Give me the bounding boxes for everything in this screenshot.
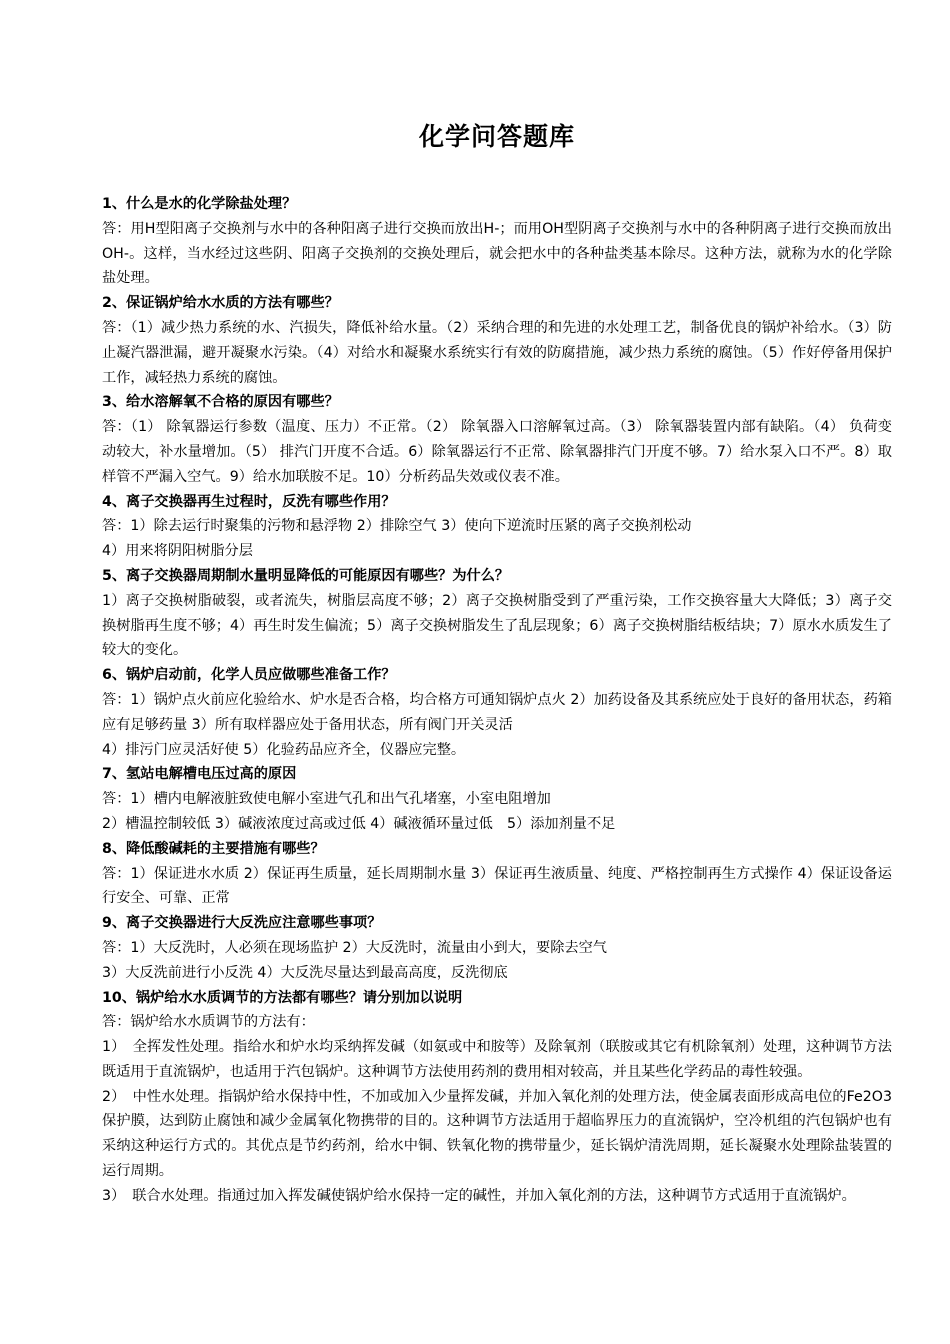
question-heading: 2、保证锅炉给水水质的方法有哪些？ (102, 295, 339, 312)
answer-paragraph: 2）槽温控制较低 3）碱液浓度过高或过低 4）碱液循环量过低 5）添加剂量不足 (102, 815, 616, 832)
qa-item (102, 490, 892, 564)
answer-paragraph: 答：1）大反洗时，人必须在现场监护 2）大反洗时，流量由小到大，要除去空气 (102, 939, 607, 956)
answer-paragraph: 答：1）槽内电解液脏致使电解小室进气孔和出气孔堵塞，小室电阻增加 (102, 791, 551, 808)
answer-paragraph: 3）大反洗前进行小反洗 4）大反洗尽量达到最高高度，反洗彻底 (102, 964, 508, 981)
answer-paragraph: 4）用来将阴阳树脂分层 (102, 543, 253, 560)
answer-paragraph: 答：1）保证进水水质 2）保证再生质量，延长周期制水量 3）保证再生液质量、纯度、严格控制再生方式操作 4）保证设备运行安全、可靠、正常 (102, 865, 892, 907)
answer-paragraph: 2） 中性水处理。指锅炉给水保持中性，不加或加入少量挥发碱，并加入氧化剂的处理方法，使金属表面形成高电位的Fe2O3保护膜，达到防止腐蚀和减少金属氧化物携带的目的。这种调节方法适用于超临界压力的直流锅炉，空冷机组的汽包锅炉也有采纳这种运行方式的。其优点是节约药剂，给水中铜、铁氧化物的携带量少，延长锅炉清洗周期，延长凝聚水处理除盐装置的运行周期。 (102, 1088, 892, 1180)
qa-item (102, 986, 892, 1209)
question-heading: 5、离子交换器周期制水量明显降低的可能原因有哪些？为什么？ (102, 567, 510, 584)
qa-item (102, 564, 892, 663)
document-page (102, 118, 892, 1209)
answer-paragraph: 答：1）除去运行时聚集的污物和悬浮物 2）排除空气 3）使向下逆流时压紧的离子交换剂松动 (102, 518, 692, 535)
question-heading: 8、降低酸碱耗的主要措施有哪些？ (102, 840, 325, 857)
qa-list (102, 192, 892, 1209)
question-heading: 9、离子交换器进行大反洗应注意哪些事项？ (102, 915, 382, 932)
qa-item (102, 291, 892, 390)
answer-paragraph: 4）排污门应灵活好使 5）化验药品应齐全，仪器应完整。 (102, 741, 466, 758)
answer-paragraph: 3） 联合水处理。指通过加入挥发碱使锅炉给水保持一定的碱性，并加入氧化剂的方法，这种调节方式适用于直流锅炉。 (102, 1187, 856, 1204)
answer-paragraph: 答：用H型阳离子交换剂与水中的各种阳离子进行交换而放出H-；而用OH型阴离子交换剂与水中的各种阴离子进行交换而放出OH-。这样，当水经过这些阴、阳离子交换剂的交换处理后，就会把水中的各种盐类基本除尽。这种方法，就称为水的化学除盐处理。 (102, 220, 892, 287)
answer-paragraph: 答：（1）减少热力系统的水、汽损失，降低补给水量。（2）采纳合理的和先进的水处理工艺，制备优良的锅炉补给水。（3）防止凝汽器泄漏，避开凝聚水污染。（4）对给水和凝聚水系统实行有效的防腐措施，减少热力系统的腐蚀。（5）作好停备用保护工作，减轻热力系统的腐蚀。 (102, 319, 892, 386)
question-heading: 3、给水溶解氧不合格的原因有哪些？ (102, 394, 339, 411)
question-heading: 4、离子交换器再生过程时，反洗有哪些作用？ (102, 493, 396, 510)
answer-paragraph: 1） 全挥发性处理。指给水和炉水均采纳挥发碱（如氨或中和胺等）及除氧剂（联胺或其它有机除氧剂）处理，这种调节方法既适用于直流锅炉，也适用于汽包锅炉。这种调节方法使用药剂的费用相对较高，并且某些化学药品的毒性较强。 (102, 1039, 892, 1080)
qa-item (102, 837, 892, 911)
answer-paragraph: 答：（1） 除氧器运行参数（温度、压力）不正常。（2） 除氧器入口溶解氧过高。（3） 除氧器装置内部有缺陷。（4） 负荷变动较大，补水量增加。（5） 排汽门开度不合适。6）除氧器运行不正常、除氧器排汽门开度不够。7）给水泵入口不严。8）取样管不严漏入空气。9）给水加联胺不足。10）分析药品失效或仪表不准。 (102, 419, 892, 485)
question-heading: 7、氢站电解槽电压过高的原因 (102, 766, 297, 783)
answer-paragraph: 1）离子交换树脂破裂，或者流失，树脂层高度不够；2）离子交换树脂受到了严重污染，工作交换容量大大降低；3）离子交换树脂再生度不够；4）再生时发生偏流；5）离子交换树脂发生了乱层现象；6）离子交换树脂结板结块；7）原水水质发生了较大的变化。 (102, 592, 892, 659)
qa-item (102, 390, 892, 489)
question-heading: 1、什么是水的化学除盐处理？ (102, 196, 297, 212)
answer-paragraph: 答：1）锅炉点火前应化验给水、炉水是否合格，均合格方可通知锅炉点火 2）加药设备及其系统应处于良好的备用状态，药箱应有足够药量 3）所有取样器应处于备用状态，所有阀门开关灵活 (102, 691, 892, 733)
qa-item (102, 192, 892, 291)
question-heading: 10、锅炉给水水质调节的方法都有哪些？请分别加以说明 (102, 989, 463, 1006)
question-heading: 6、锅炉启动前，化学人员应做哪些准备工作？ (102, 667, 396, 684)
answer-paragraph: 答：锅炉给水水质调节的方法有： (102, 1014, 315, 1031)
document-title: 化学问答题库 (418, 122, 575, 151)
qa-item (102, 762, 892, 836)
qa-item (102, 663, 892, 762)
qa-item (102, 911, 892, 985)
